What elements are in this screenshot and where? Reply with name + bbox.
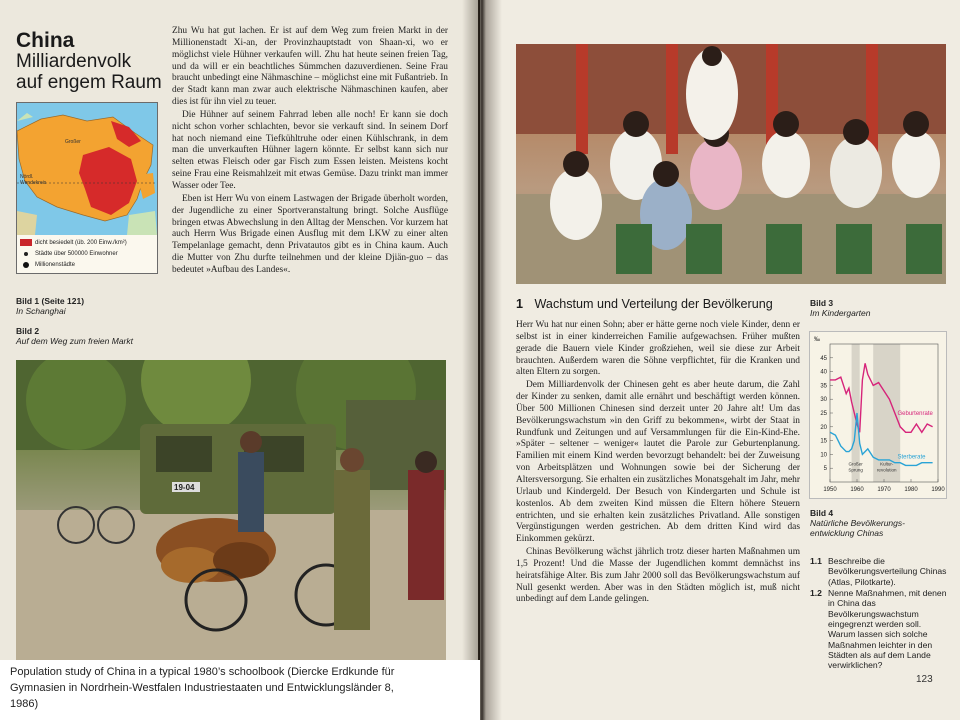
title-line-2: Milliardenvolk auf engem Raum bbox=[16, 51, 162, 94]
chart-x-tick-label: 1970 bbox=[877, 487, 891, 493]
task-number: 1.1 bbox=[810, 556, 822, 566]
caption-text: Natürliche Bevölkerungs- entwicklung Chinas bbox=[810, 518, 905, 539]
dense-swatch-icon bbox=[20, 239, 32, 246]
chart-x-tick-label: 1980 bbox=[904, 487, 918, 493]
map-label-great-wall: Großer bbox=[65, 139, 81, 145]
city-dot-icon bbox=[24, 252, 28, 256]
chart-y-tick-label: 20 bbox=[820, 424, 827, 431]
body-text-left bbox=[172, 26, 448, 352]
china-population-map bbox=[16, 102, 158, 274]
caption-text: Im Kindergarten bbox=[810, 308, 871, 319]
photo-kindergarten bbox=[516, 44, 946, 284]
task-item bbox=[810, 556, 950, 587]
right-page bbox=[480, 0, 960, 720]
chart-series-label: Sterberate bbox=[897, 454, 926, 461]
photo-market-street bbox=[16, 360, 446, 660]
million-city-dot-icon bbox=[23, 262, 29, 268]
paragraph: Chinas Bevölkerung wächst jährlich trotz dieser harten Maßnahmen um 1,5 Prozent! Und die Masse der Jugendlichen kommt demnächst ins heiratsfähige Alter. Bis zum Jahr 2000 soll das Bevölkerungswachstum auf Null gesenkt werden. Aber was in den Städten möglich ist, muß nicht unbedingt auf dem Lande gelingen. bbox=[516, 547, 800, 605]
caption-number: Bild 4 bbox=[810, 508, 834, 518]
caption-number: Bild 2 bbox=[16, 326, 40, 336]
body-text-right bbox=[516, 320, 800, 670]
map-label-tropic: Nördl. Wendekreis bbox=[20, 174, 47, 186]
page-number: 123 bbox=[916, 674, 933, 685]
left-page bbox=[0, 0, 478, 720]
chart-period-label: revolution bbox=[876, 467, 897, 473]
legend-cities-label: Städte über 500000 Einwohner bbox=[35, 250, 118, 257]
chart-series-label: Geburtenrate bbox=[897, 410, 933, 417]
caption-bild-2 bbox=[16, 326, 166, 346]
chart-y-tick-label: 15 bbox=[820, 438, 827, 445]
chart-y-tick-label: 5 bbox=[823, 466, 827, 473]
photo-market-graphic bbox=[16, 360, 446, 660]
chart-y-tick-label: 25 bbox=[820, 411, 827, 417]
caption-number: Bild 1 (Seite 121) bbox=[16, 296, 85, 306]
task-list bbox=[810, 556, 950, 671]
chart-svg bbox=[810, 332, 946, 498]
task-number: 1.2 bbox=[810, 587, 822, 598]
map-area bbox=[17, 103, 157, 235]
photo-kindergarten-graphic bbox=[516, 44, 946, 284]
caption-bild-1 bbox=[16, 296, 166, 316]
task-item bbox=[810, 588, 950, 671]
legend-row-cities bbox=[20, 248, 154, 259]
paragraph: Dem Milliardenvolk der Chinesen geht es aber heute darum, die Zahl der Kinder zu senken, damit alle ernährt und beschäftigt werden können. Über 500 Millionen Chinesen sind derzeit unter 20 Jahre alt! Um das Bevölkerungswachstum »in den Griff zu bekommen«, wirbt der Staat in Rundfunk und Zeitungen und auf Versammlungen für die Ein-Kind-Ehe. »Später – seltener – weniger« lautet die Parole zur Geburtenplanung. Familien mit einem Kind werden bevorzugt behandelt: bei der Zuweisung von Arbeitsplätzen und Wohnungen sowie bei der Sicherung der Altersversorgung. Sie erhalten ein zusätzliches Monatsgehalt im Jahr, mehr Urlaub und Kindergeld. Der Besuch von Kindergarten und Schule ist kostenlos. Ab dem zweiten Kind müssen die Eltern höhere Steuern entrichten, und sie erhalten kein zusätzliches Privatland. Alle sonstigen Vergünstigungen werden gestrichen. Ab dem dritten Kind wird das Einkommen gekürzt. bbox=[516, 380, 800, 545]
chapter-title: Wachstum und Verteilung der Bevölkerung bbox=[534, 297, 773, 311]
chart-y-unit-label: ‰ bbox=[814, 337, 820, 343]
legend-millions-label: Millionenstädte bbox=[35, 261, 76, 268]
chart-y-tick-label: 10 bbox=[820, 452, 827, 459]
paragraph: Zhu Wu hat gut lachen. Er ist auf dem Weg zum freien Markt in der Millionenstadt Xi-an, der Provinzhauptstadt von Shaan-xi, wo er möglichst viele Hühner verkaufen will. Zhu hat heute seinen freien Tag, und da will er ein beachtliches Sümmchen dazuverdienen. Seine Frau braucht unbedingt eine Nähmaschine – möglichst eine mit Fußantrieb. In der Stadt kann man zwar auch elektrische Nähmaschinen kaufen, aber dies ist für ihn viel zu teuer. bbox=[172, 26, 448, 108]
paragraph: Herr Wu hat nur einen Sohn; aber er hätte gerne noch viele Kinder, denn er selbst ist in einer kinderreichen Familie aufgewachsen. Früher mußten gerade die Bauern viele Kinder großziehen, weil sie diese zur Arbeit brauchten. Außerdem waren die Söhne verpflichtet, für die Kranken und alten Eltern zu sorgen. bbox=[516, 320, 800, 378]
birth-death-rate-chart bbox=[809, 331, 947, 499]
chart-y-tick-label: 45 bbox=[820, 355, 827, 362]
image-source-caption: Population study of China in a typical 1980’s schoolbook (Diercke Erdkunde für Gymnasien in Nordrhein-Westfalen Industriestaaten und Entwicklungsländer 8, 1986) bbox=[0, 660, 480, 720]
caption-bild-3 bbox=[810, 298, 950, 318]
chart-y-tick-label: 40 bbox=[820, 369, 827, 376]
chapter-number: 1 bbox=[516, 297, 524, 311]
chart-x-tick-label: 1990 bbox=[931, 487, 945, 493]
legend-row-dense bbox=[20, 237, 154, 248]
page-title bbox=[16, 30, 166, 94]
chart-period-label: Sprung bbox=[848, 467, 863, 473]
chart-period-label: Kultur- bbox=[880, 461, 894, 467]
chapter-heading bbox=[516, 297, 806, 311]
chart-period-label: Großer bbox=[848, 461, 863, 467]
caption-number: Bild 3 bbox=[810, 298, 834, 308]
task-text: Nenne Maßnahmen, mit denen in China das Bevölkerungswachstum eingegrenzt werden soll. Warum lassen sich solche Maßnahmen leichter in den Städten als auf dem Lande verwirklichen? bbox=[828, 587, 947, 671]
caption-bild-4 bbox=[810, 508, 950, 539]
map-legend bbox=[17, 235, 157, 273]
map-graphic bbox=[17, 103, 157, 235]
chart-y-tick-label: 35 bbox=[820, 383, 827, 390]
legend-row-millions bbox=[20, 259, 154, 270]
chart-y-tick-label: 30 bbox=[820, 397, 827, 404]
truck-license-plate: 19-04 bbox=[174, 483, 195, 492]
legend-dense-label: dicht besiedelt (üb. 200 Einw./km²) bbox=[35, 239, 127, 246]
task-text: Beschreibe die Bevölkerungsverteilung Chinas (Atlas, Pilotkarte). bbox=[828, 556, 947, 587]
chart-x-tick-label: 1950 bbox=[823, 487, 837, 493]
paragraph: Eben ist Herr Wu von einem Lastwagen der Brigade überholt worden, der Jugendliche zu einer Sportveranstaltung bringt. Solche Ausflüge bringen etwas Abwechslung in den Alltag der Menschen. Vor kurzem hat auch Herrn Wus Brigade einen Ausflug mit dem LKW zu einer alten Tempelanlage gemacht, denn Privatautos gibt es in China kaum. Auch die Mutter von Zhu durfte teilnehmen und der kleine Djiän-guo – das bedeutet »Aufbau des Landes«. bbox=[172, 193, 448, 275]
title-line-1: China bbox=[16, 29, 75, 52]
paragraph: Die Hühner auf seinem Fahrrad leben alle noch! Er kann sie doch nicht schon vorher schlachten, bevor sie verkauft sind. In seinem Dorf hat noch niemand eine Tiefkühltruhe oder einen Kühlschrank, in dem man die unverkauften Hühner lagern könnte. Er selbst kann sich nur selten etwas Fleisch oder gar Fisch zum Essen leisten. Meistens kocht seine Frau eine Reismahlzeit mit etwas Gemüse. Dazu trinkt man immer Wasser oder Tee. bbox=[172, 109, 448, 191]
caption-text: In Schanghai bbox=[16, 306, 66, 317]
caption-text: Auf dem Weg zum freien Markt bbox=[16, 336, 133, 347]
chart-x-tick-label: 1960 bbox=[850, 487, 864, 493]
